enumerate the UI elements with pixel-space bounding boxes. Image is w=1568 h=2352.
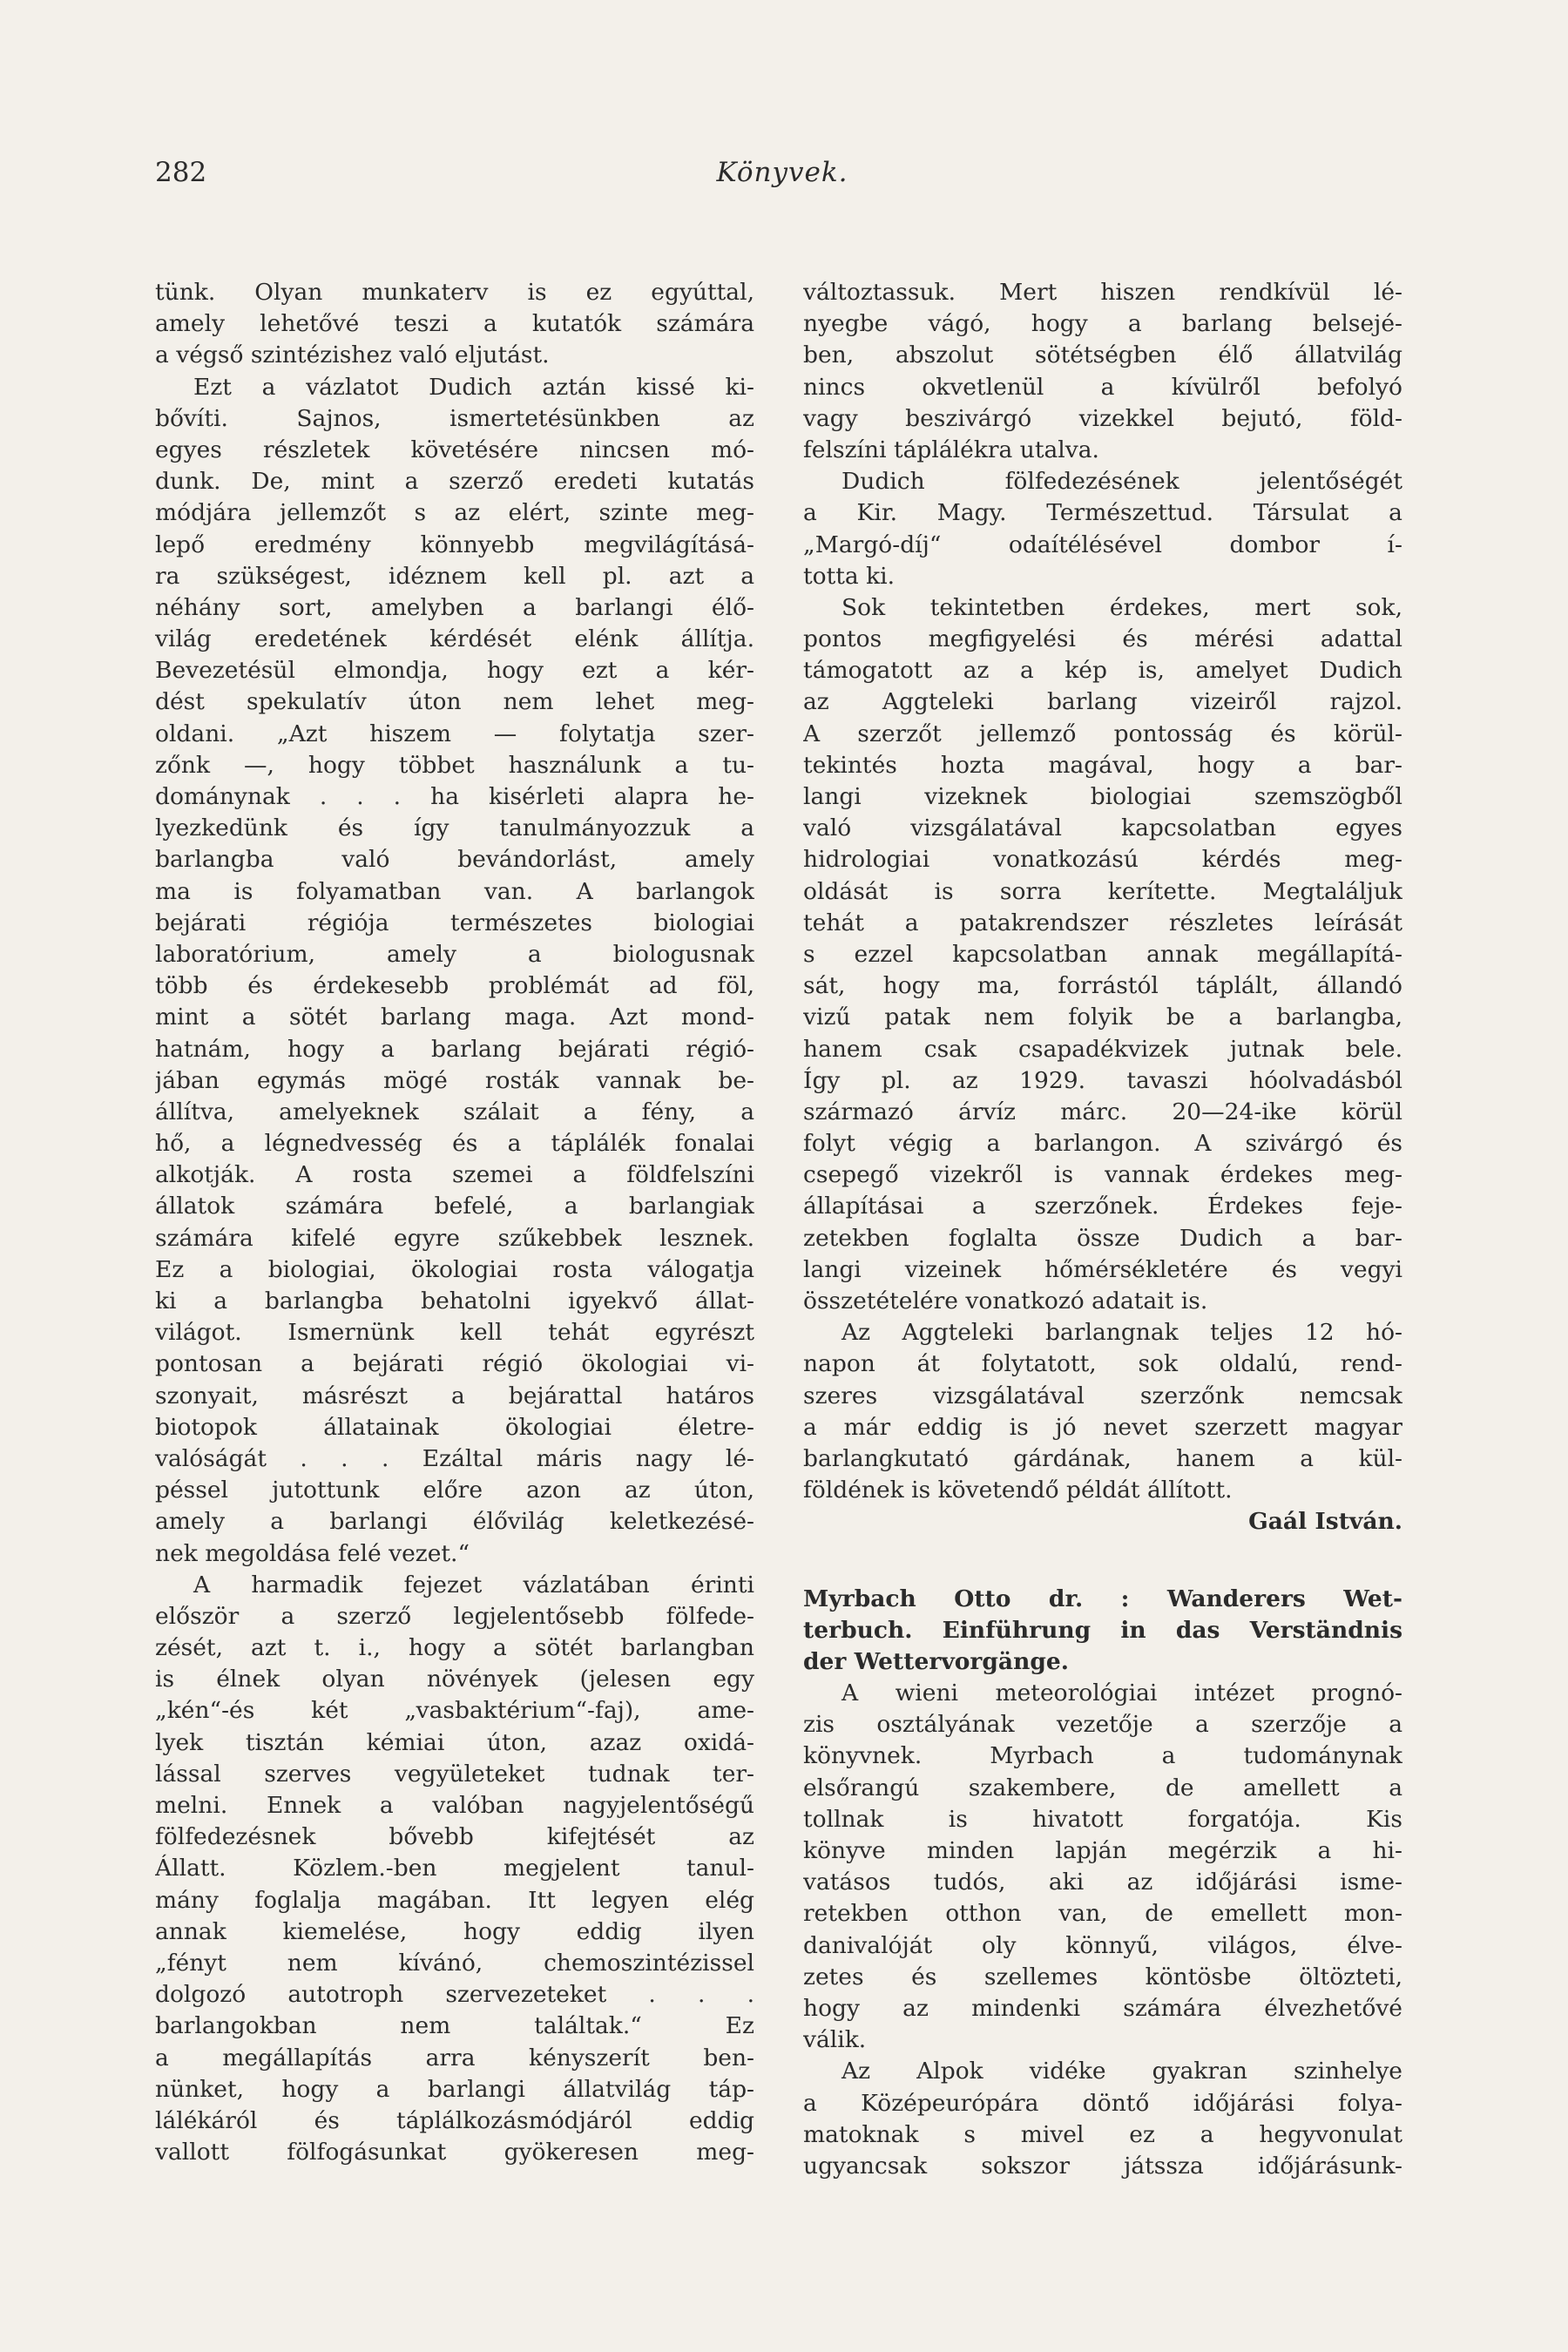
text-line: hogy az mindenki számára élvezhetővé <box>803 1994 1402 2022</box>
text-line: szonyait, másrészt a bejárattal határos <box>155 1382 754 1409</box>
text-line: „Margó-díj“ odaítélésével dombor í- <box>803 531 1402 558</box>
text-line: langi vizeknek biologiai szemszögből <box>803 783 1402 810</box>
text-line: biotopok állatainak ökologiai életre- <box>155 1413 754 1441</box>
text-line: a Kir. Magy. Természettud. Társulat a <box>803 499 1402 527</box>
text-line: s ezzel kapcsolatban annak megállapítá- <box>803 940 1402 968</box>
text-line: Ez a biologiai, ökologiai rosta válogatja <box>155 1255 754 1283</box>
text-line: dunk. De, mint a szerző eredeti kutatás <box>155 468 754 496</box>
text-line: mint a sötét barlang maga. Azt mond- <box>155 1004 754 1031</box>
text-line: zetekben foglalta össze Dudich a bar- <box>803 1224 1402 1252</box>
review-heading-line: terbuch. Einführung in das Verständnis <box>803 1616 1402 1644</box>
text-line: csepegő vizekről is vannak érdekes meg- <box>803 1161 1402 1189</box>
text-line: hatnám, hogy a barlang bejárati régió- <box>155 1035 754 1063</box>
text-line: elsőrangú szakembere, de amellett a <box>803 1774 1402 1801</box>
text-line: a megállapítás arra kényszerít ben- <box>155 2044 754 2072</box>
text-line: nek megoldása felé vezet.“ <box>155 1539 470 1567</box>
text-line: vagy beszivárgó vizekkel bejutó, föld- <box>803 404 1402 432</box>
text-line: vallott fölfogásunkat gyökeresen meg- <box>155 2139 754 2166</box>
running-title: Könyvek. <box>716 157 848 188</box>
text-line: zését, azt t. i., hogy a sötét barlangban <box>155 1634 754 1662</box>
text-line: melni. Ennek a valóban nagyjelentőségű <box>155 1792 754 1819</box>
text-line: is élnek olyan növények (jelesen egy <box>155 1666 754 1693</box>
text-line: könyve minden lapján megérzik a hi- <box>803 1837 1402 1864</box>
text-line: az Aggteleki barlang vizeiről rajzol. <box>803 688 1402 716</box>
text-line: szeres vizsgálatával szerzőnk nemcsak <box>803 1382 1402 1409</box>
text-line: langi vizeinek hőmérsékletére és vegyi <box>803 1255 1402 1283</box>
text-line: oldani. „Azt hiszem — folytatja szer- <box>155 720 754 747</box>
text-line: hő, a légnedvesség és a táplálék fonalai <box>155 1130 754 1158</box>
text-line: a Középeurópára döntő időjárási folya- <box>803 2089 1402 2117</box>
text-line: totta ki. <box>803 562 896 590</box>
text-line: nyegbe vágó, hogy a barlang belsejé- <box>803 310 1402 338</box>
text-line: zetes és szellemes köntösbe öltözteti, <box>803 1963 1402 1990</box>
text-line: ki a barlangba behatolni igyekvő állat- <box>155 1288 754 1315</box>
text-line: számára kifelé egyre szűkebbek lesznek. <box>155 1224 754 1252</box>
text-line: támogatott az a kép is, amelyet Dudich <box>803 657 1402 685</box>
text-line: ugyancsak sokszor játssza időjárásunk- <box>803 2152 1402 2180</box>
text-line: lepő eredmény könnyebb megvilágításá- <box>155 531 754 558</box>
text-line: valóságát . . . Ezáltal máris nagy lé- <box>155 1444 754 1472</box>
text-line: Állatt. Közlem.-ben megjelent tanul- <box>155 1855 754 1882</box>
text-line: nünket, hogy a barlangi állatvilág táp- <box>155 2075 754 2103</box>
text-line: ra szükségest, idéznem kell pl. azt a <box>155 562 754 590</box>
text-line: A harmadik fejezet vázlatában érinti <box>193 1571 754 1598</box>
text-line: bejárati régiója természetes biologiai <box>155 909 754 936</box>
text-line: barlangkutató gárdának, hanem a kül- <box>803 1444 1402 1472</box>
text-line: lyezkedünk és így tanulmányozzuk a <box>155 814 754 842</box>
text-line: amely a barlangi élővilág keletkezésé- <box>155 1508 754 1536</box>
text-line: lálékáról és táplálkozásmódjáról eddig <box>155 2106 754 2134</box>
text-line: lyek tisztán kémiai úton, azaz oxidá- <box>155 1728 754 1756</box>
text-line: válik. <box>803 2026 867 2054</box>
page-header <box>155 157 1409 200</box>
text-line: világ eredetének kérdését elénk állítja. <box>155 625 754 653</box>
text-line: vatásos tudós, aki az időjárási isme- <box>803 1869 1402 1896</box>
section-gap <box>803 1538 1402 1584</box>
text-line: „fényt nem kívánó, chemoszintézissel <box>155 1949 754 1977</box>
text-line: állatok számára befelé, a barlangiak <box>155 1193 754 1220</box>
text-line: alkotják. A rosta szemei a földfelszíni <box>155 1161 754 1189</box>
text-line: világot. Ismernünk kell tehát egyrészt <box>155 1319 754 1347</box>
reviewer-signature: Gaál István. <box>1248 1508 1402 1536</box>
text-line: sát, hogy ma, forrástól táplált, állandó <box>803 972 1402 1000</box>
text-line: dést spekulatív úton nem lehet meg- <box>155 688 754 716</box>
text-line: Bevezetésül elmondja, hogy ezt a kér- <box>155 657 754 685</box>
text-line: bővíti. Sajnos, ismertetésünkben az <box>155 404 754 432</box>
text-line: pontosan a bejárati régió ökologiai vi- <box>155 1350 754 1378</box>
text-line: néhány sort, amelyben a barlangi élő- <box>155 593 754 621</box>
text-line: földének is követendő példát állított. <box>803 1477 1233 1504</box>
text-line: könyvnek. Myrbach a tudománynak <box>803 1742 1402 1770</box>
text-line: pontos megfigyelési és mérési adattal <box>803 625 1402 653</box>
text-line: való vizsgálatával kapcsolatban egyes <box>803 814 1402 842</box>
text-line: tekintés hozta magával, hogy a bar- <box>803 751 1402 779</box>
text-line: annak kiemelése, hogy eddig ilyen <box>155 1917 754 1945</box>
text-line: nincs okvetlenül a kívülről befolyó <box>803 373 1402 401</box>
text-line: A szerzőt jellemző pontosság és körül- <box>803 720 1402 747</box>
text-line: retekben otthon van, de emellett mon- <box>803 1900 1402 1928</box>
text-line: egyes részletek követésére nincsen mó- <box>155 436 754 463</box>
text-line: barlangokban nem találtak.“ Ez <box>155 2012 754 2040</box>
text-line: zőnk —, hogy többet használunk a tu- <box>155 751 754 779</box>
text-line: állítva, amelyeknek szálait a fény, a <box>155 1098 754 1125</box>
text-line: dománynak . . . ha kisérleti alapra he- <box>155 783 754 810</box>
text-line: összetételére vonatkozó adatait is. <box>803 1288 1208 1315</box>
text-line: „kén“-és két „vasbaktérium“-faj), ame- <box>155 1697 754 1725</box>
text-line: Ezt a vázlatot Dudich aztán kissé ki- <box>193 373 754 401</box>
text-line: ben, abszolut sötétségben élő állatvilág <box>803 341 1402 369</box>
text-line: fölfedezésnek bővebb kifejtését az <box>155 1823 754 1851</box>
text-line: amely lehetővé teszi a kutatók számára <box>155 310 754 338</box>
text-line: A wieni meteorológiai intézet prognó- <box>841 1680 1402 1707</box>
review-body <box>803 1678 1402 2182</box>
text-line: Az Aggteleki barlangnak teljes 12 hó- <box>841 1319 1402 1347</box>
text-line: zis osztályának vezetője a szerzője a <box>803 1711 1402 1739</box>
page-number: 282 <box>155 157 207 188</box>
text-line: barlangba való bevándorlást, amely <box>155 846 754 874</box>
review-continuation <box>803 277 1402 1506</box>
text-line: lással szerves vegyületeket tudnak ter- <box>155 1760 754 1788</box>
text-line: felszíni táplálékra utalva. <box>803 436 1099 463</box>
text-line: több és érdekesebb problémát ad föl, <box>155 972 754 1000</box>
text-line: folyt végig a barlangon. A szivárgó és <box>803 1130 1402 1158</box>
text-line: péssel jutottunk előre azon az úton, <box>155 1477 754 1504</box>
text-line: mány foglalja magában. Itt legyen elég <box>155 1886 754 1914</box>
text-line: a végső szintézishez való eljutást. <box>155 341 550 369</box>
text-line: módjára jellemzőt s az elért, szinte meg- <box>155 499 754 527</box>
text-line: laboratórium, amely a biologusnak <box>155 940 754 968</box>
left-column <box>155 277 754 2168</box>
text-line: tünk. Olyan munkaterv is ez egyúttal, <box>155 279 754 306</box>
text-line: Sok tekintetben érdekes, mert sok, <box>841 593 1402 621</box>
review-heading <box>803 1584 1402 1679</box>
text-line: tehát a patakrendszer részletes leírását <box>803 909 1402 936</box>
text-line: állapításai a szerzőnek. Érdekes feje- <box>803 1193 1402 1220</box>
text-line: a már eddig is jó nevet szerzett magyar <box>803 1413 1402 1441</box>
text-line: Az Alpok vidéke gyakran szinhelye <box>841 2058 1402 2085</box>
text-line: először a szerző legjelentősebb fölfede- <box>155 1602 754 1630</box>
text-line: tollnak is hivatott forgatója. Kis <box>803 1805 1402 1833</box>
text-line: hidrologiai vonatkozású kérdés meg- <box>803 846 1402 874</box>
text-line: ma is folyamatban van. A barlangok <box>155 877 754 905</box>
text-line: matoknak s mivel ez a hegyvonulat <box>803 2120 1402 2148</box>
text-line: dolgozó autotroph szervezeteket . . . <box>155 1981 754 2009</box>
text-line: danivalóját oly könnyű, világos, élve- <box>803 1931 1402 1959</box>
text-line: vizű patak nem folyik be a barlangba, <box>803 1004 1402 1031</box>
text-line: Így pl. az 1929. tavaszi hóolvadásból <box>803 1066 1402 1094</box>
right-column <box>803 277 1402 2182</box>
text-line: Dudich fölfedezésének jelentőségét <box>841 468 1402 496</box>
review-heading-line: Myrbach Otto dr. : Wanderers Wet- <box>803 1585 1402 1612</box>
review-heading-line: der Wettervorgänge. <box>803 1647 1069 1675</box>
text-line: oldását is sorra kerítette. Megtaláljuk <box>803 877 1402 905</box>
text-line: hanem csak csapadékvizek jutnak bele. <box>803 1035 1402 1063</box>
text-line: változtassuk. Mert hiszen rendkívül lé- <box>803 279 1402 306</box>
text-line: származó árvíz márc. 20—24-ike körül <box>803 1098 1402 1125</box>
text-line: napon át folytatott, sok oldalú, rend- <box>803 1350 1402 1378</box>
text-line: jában egymás mögé rosták vannak be- <box>155 1066 754 1094</box>
